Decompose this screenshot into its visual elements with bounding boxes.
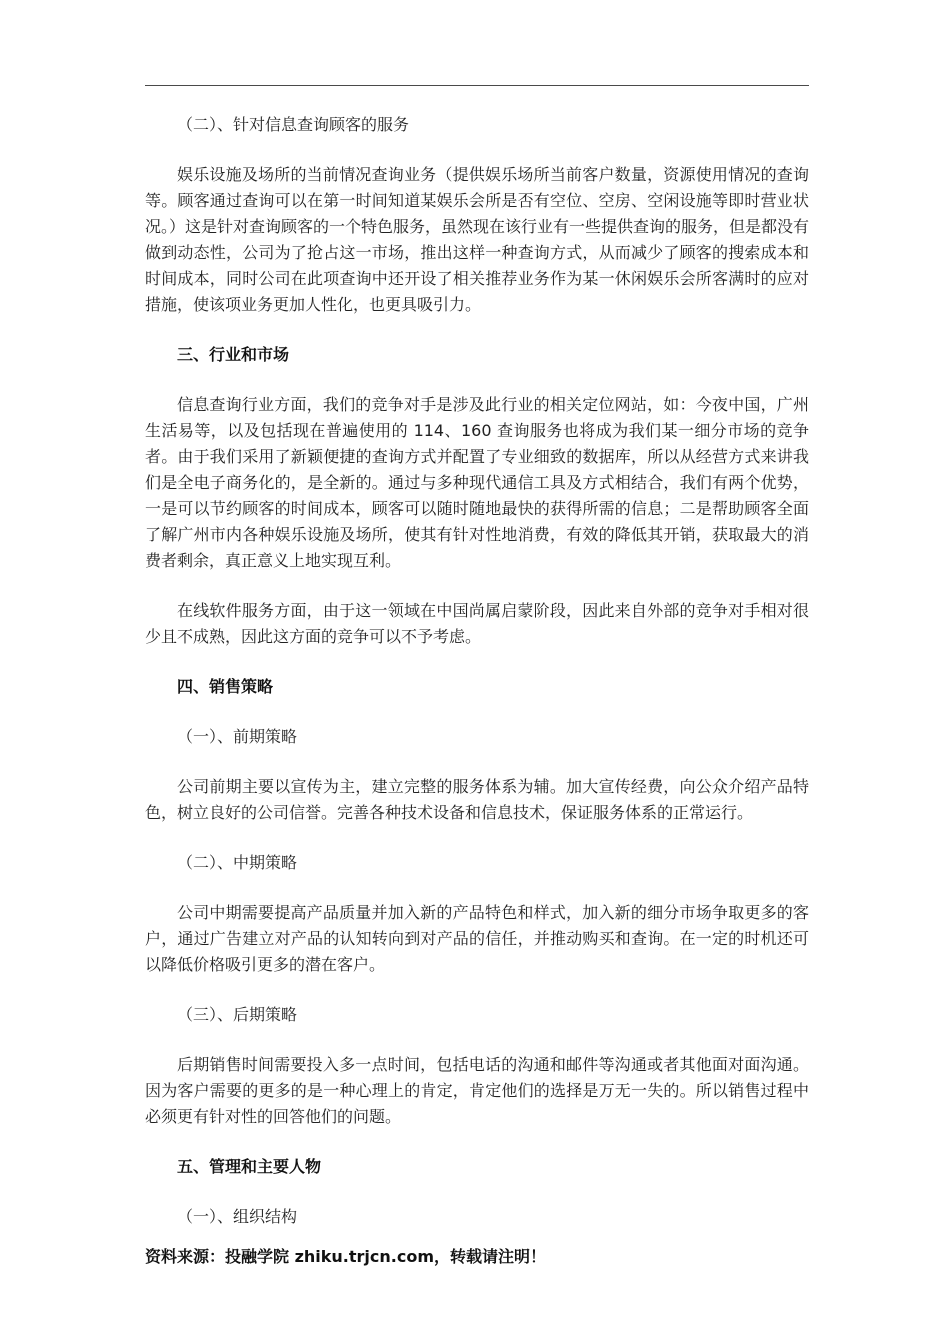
section-heading: 四、销售策略 xyxy=(177,677,274,696)
header-rule xyxy=(145,85,809,86)
subsection-heading: （二）、中期策略 xyxy=(177,853,298,872)
subsection-heading: （一）、组织结构 xyxy=(177,1207,298,1226)
paragraph: 信息查询行业方面，我们的竞争对手是涉及此行业的相关定位网站，如：今夜中国，广州生活易等，以及包括现在普遍使用的 114、160 查询服务也将成为我们某一细分市场的竞争者。由于我们采用了新颖便捷的查询方式并配置了专业细致的数据库，所以从经营方式来讲我们是全电子商务化的，是全新的。通过与多种现代通信工具及方式相结合，我们有两个优势，一是可以节约顾客的时间成本，顾客可以随时随地最快的获得所需的信息；二是帮助顾客全面了解广州市内各种娱乐设施及场所，使其有针对性地消费，有效的降低其开销，获取最大的消费者剩余，真正意义上地实现互利。 xyxy=(145,395,809,570)
section-heading: 五、管理和主要人物 xyxy=(177,1157,322,1176)
paragraph: 娱乐设施及场所的当前情况查询业务（提供娱乐场所当前客户数量，资源使用情况的查询等。顾客通过查询可以在第一时间知道某娱乐会所是否有空位、空房、空闲设施等即时营业状况。）这是针对查询顾客的一个特色服务，虽然现在该行业有一些提供查询的服务，但是都没有做到动态性，公司为了抢占这一市场，推出这样一种查询方式，从而减少了顾客的搜索成本和时间成本，同时公司在此项查询中还开设了相关推荐业务作为某一休闲娱乐会所客满时的应对措施，使该项业务更加人性化，也更具吸引力。 xyxy=(145,165,810,314)
section-heading: 三、行业和市场 xyxy=(177,345,290,364)
subsection-heading: （一）、前期策略 xyxy=(177,727,298,746)
paragraph: 公司中期需要提高产品质量并加入新的产品特色和样式，加入新的细分市场争取更多的客户，通过广告建立对产品的认知转向到对产品的信任，并推动购买和查询。在一定的时机还可以降低价格吸引更多的潜在客户。 xyxy=(145,903,809,974)
paragraph: 在线软件服务方面，由于这一领域在中国尚属启蒙阶段，因此来自外部的竞争对手相对很少且不成熟，因此这方面的竞争可以不予考虑。 xyxy=(145,601,809,646)
paragraph: 公司前期主要以宣传为主，建立完整的服务体系为辅。加大宣传经费，向公众介绍产品特色，树立良好的公司信誉。完善各种技术设备和信息技术，保证服务体系的正常运行。 xyxy=(145,777,809,822)
document-body xyxy=(145,112,809,1254)
footer-note xyxy=(145,1244,546,1267)
subsection-heading: （三）、后期策略 xyxy=(177,1005,298,1024)
footer-source-label: 资料来源：投融学院 xyxy=(145,1247,295,1266)
paragraph: 后期销售时间需要投入多一点时间，包括电话的沟通和邮件等沟通或者其他面对面沟通。因为客户需要的更多的是一种心理上的肯定，肯定他们的选择是万无一失的。所以销售过程中必须更有针对性的回答他们的问题。 xyxy=(145,1055,809,1126)
footer-site-text: zhiku.trjcn.com xyxy=(294,1247,434,1266)
subsection-heading: （二）、针对信息查询顾客的服务 xyxy=(177,115,410,134)
footer-suffix-label: ，转载请注明！ xyxy=(434,1247,547,1266)
